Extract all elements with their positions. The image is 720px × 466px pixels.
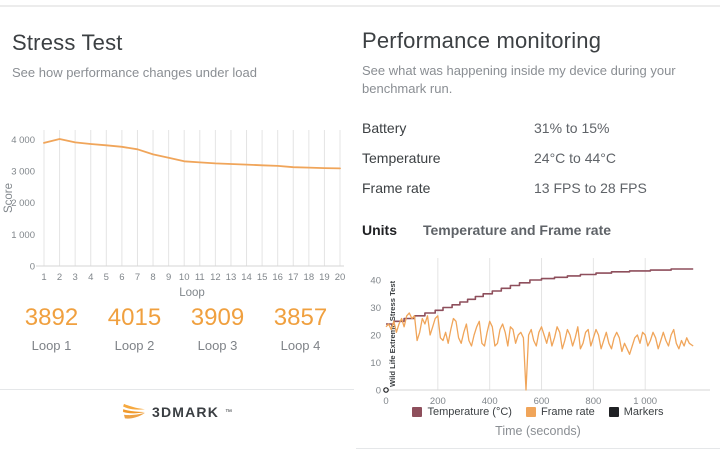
score-item [10, 304, 93, 353]
svg-text:11: 11 [194, 272, 205, 283]
top-divider [0, 5, 720, 7]
svg-text:10: 10 [178, 272, 190, 283]
svg-text:1 000: 1 000 [633, 396, 658, 406]
right-bottom-divider [356, 448, 720, 449]
svg-text:5: 5 [103, 272, 109, 283]
stat-value: 31% to 15% [534, 120, 610, 136]
svg-text:19: 19 [319, 272, 330, 283]
monitoring-chart-svg [360, 246, 716, 406]
frame-rate-swatch-icon [526, 407, 536, 417]
score-label: Loop 4 [280, 338, 321, 353]
svg-text:10: 10 [370, 358, 381, 369]
svg-text:Score: Score [3, 182, 15, 214]
stress-chart-svg [2, 122, 350, 300]
performance-monitoring-subtitle: See what was happening inside my device during your benchmark run. [362, 63, 676, 97]
svg-text:2: 2 [56, 272, 63, 283]
monitoring-stats-table [362, 120, 707, 210]
svg-text:8: 8 [150, 272, 156, 283]
units-label: Units [362, 222, 397, 238]
legend-label-temperature: Temperature (°C) [427, 406, 512, 418]
svg-text:1 000: 1 000 [11, 229, 35, 241]
svg-text:4: 4 [88, 272, 94, 283]
3dmark-logo-text: 3DMARK [151, 404, 220, 420]
chart-legend [362, 406, 714, 418]
time-axis-label: Time (seconds) [495, 424, 581, 438]
score-value: 3909 [190, 304, 245, 331]
svg-text:0: 0 [383, 396, 389, 406]
stat-label: Battery [362, 120, 407, 136]
stat-label: Frame rate [362, 180, 431, 196]
units-selector[interactable] [362, 222, 611, 238]
svg-text:15: 15 [256, 272, 268, 283]
svg-text:9: 9 [165, 272, 172, 283]
temperature-swatch-icon [412, 407, 422, 417]
loop-scores-row [10, 304, 342, 353]
svg-text:Wild Life Extreme Stress Test: Wild Life Extreme Stress Test [388, 280, 397, 387]
score-item [259, 304, 342, 353]
score-label: Loop 1 [31, 338, 72, 353]
score-value: 3892 [24, 304, 79, 331]
stress-test-subtitle: See how performance changes under load [12, 65, 257, 80]
svg-text:4 000: 4 000 [11, 134, 35, 146]
svg-text:800: 800 [585, 396, 602, 406]
svg-text:30: 30 [370, 303, 381, 314]
3dmark-swoosh-icon [122, 402, 146, 422]
svg-text:18: 18 [303, 272, 315, 283]
svg-text:20: 20 [334, 272, 346, 283]
svg-text:3: 3 [72, 272, 78, 283]
svg-text:400: 400 [481, 396, 498, 406]
legend-label-frame-rate: Frame rate [540, 406, 595, 418]
stat-row-battery [362, 120, 707, 136]
performance-monitoring-title: Performance monitoring [362, 28, 602, 53]
legend-item-markers[interactable] [609, 406, 664, 418]
svg-text:2 000: 2 000 [11, 198, 35, 210]
svg-text:12: 12 [210, 272, 221, 283]
score-value: 3857 [273, 304, 328, 331]
left-bottom-divider [0, 389, 354, 390]
score-label: Loop 3 [197, 338, 238, 353]
stat-row-temperature [362, 150, 707, 166]
svg-text:Loop: Loop [179, 287, 205, 299]
stat-row-frame-rate [362, 180, 707, 196]
svg-text:6: 6 [119, 272, 125, 283]
svg-text:40: 40 [370, 275, 381, 287]
svg-text:20: 20 [370, 330, 381, 342]
markers-swatch-icon [609, 407, 619, 417]
svg-text:0: 0 [375, 385, 381, 397]
legend-item-frame-rate[interactable] [526, 406, 595, 418]
legend-item-temperature[interactable] [412, 406, 511, 418]
score-label: Loop 2 [114, 338, 155, 353]
score-value: 4015 [107, 304, 162, 331]
svg-text:200: 200 [429, 396, 446, 406]
svg-text:13: 13 [225, 272, 237, 283]
svg-text:7: 7 [134, 272, 141, 283]
svg-text:3 000: 3 000 [11, 166, 35, 178]
svg-text:14: 14 [241, 272, 252, 283]
legend-label-markers: Markers [623, 406, 664, 418]
3dmark-logo [0, 402, 354, 422]
svg-text:16: 16 [272, 272, 283, 283]
score-item [176, 304, 259, 353]
stat-label: Temperature [362, 150, 441, 166]
svg-text:1: 1 [41, 272, 47, 283]
stress-test-title: Stress Test [12, 30, 123, 55]
stat-value: 24°C to 44°C [534, 150, 617, 166]
3dmark-trademark: ™ [225, 408, 233, 416]
units-value: Temperature and Frame rate [423, 222, 612, 238]
stat-value: 13 FPS to 28 FPS [534, 180, 647, 196]
svg-text:17: 17 [287, 272, 299, 283]
svg-text:0: 0 [29, 261, 35, 273]
score-item [93, 304, 176, 353]
svg-text:600: 600 [533, 396, 550, 406]
